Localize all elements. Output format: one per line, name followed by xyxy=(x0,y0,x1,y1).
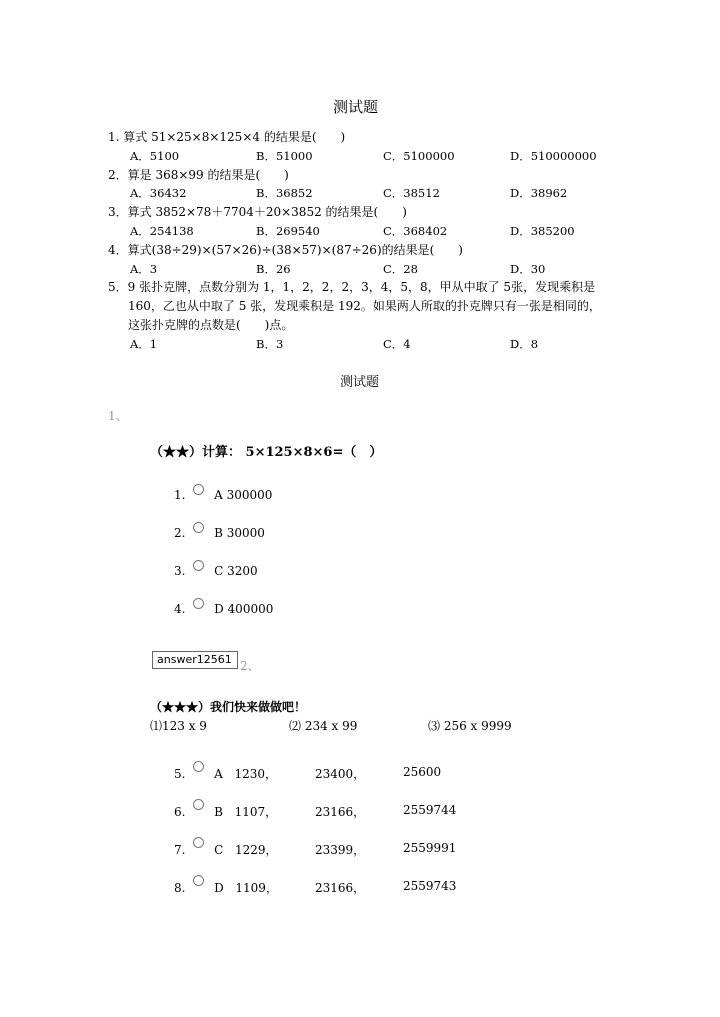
section-title: 测试题 xyxy=(340,375,380,390)
question-3: 3．算式 3852×78＋7704＋20×3852 的结果是( ) xyxy=(108,205,407,219)
choice-5-value-3: 25600 xyxy=(403,765,442,779)
q4-option-c: C．28 xyxy=(383,262,418,276)
q3-option-d: D．385200 xyxy=(510,224,575,238)
choice-row-3[interactable] xyxy=(174,564,258,578)
q5-option-c: C．4 xyxy=(383,337,411,351)
choice-number: 7. xyxy=(174,843,186,857)
q5-option-a: A．1 xyxy=(130,337,158,351)
question-1: 1. 算式 51×25×8×125×4 的结果是( ) xyxy=(108,130,346,144)
choice-row-4[interactable] xyxy=(174,602,273,616)
choice-value-1: 1230， xyxy=(234,767,277,781)
choice-row-7[interactable] xyxy=(174,841,278,858)
q3-option-a: A．254138 xyxy=(130,224,194,238)
question-stem-1: （★★）计算： 5×125×8×6=（ ） xyxy=(150,445,383,460)
choice-8-value-2: 23166， xyxy=(315,881,366,895)
choice-7-value-2: 23399， xyxy=(315,843,366,857)
answer-input[interactable]: answer12561 xyxy=(152,651,238,669)
q4-option-d: D．30 xyxy=(510,262,546,276)
question-5-line-3: 这张扑克牌的点数是( )点。 xyxy=(128,318,294,332)
q2-option-a: A．36432 xyxy=(130,186,187,200)
choice-label: C 3200 xyxy=(214,564,258,578)
q3-option-b: B．269540 xyxy=(256,224,320,238)
subpart-3: ⑶ 256 x 9999 xyxy=(428,719,512,733)
q1-option-a: A．5100 xyxy=(130,149,180,163)
choice-number: 3. xyxy=(174,564,186,578)
choice-value-1: 1109， xyxy=(235,881,278,895)
choice-number: 5. xyxy=(174,767,186,781)
radio-button[interactable] xyxy=(193,875,204,886)
question-2: 2．算是 368×99 的结果是( ) xyxy=(108,168,289,182)
choice-row-2[interactable] xyxy=(174,526,265,540)
choice-label: B 30000 xyxy=(214,526,265,540)
q2-option-d: D．38962 xyxy=(510,186,568,200)
q5-option-d: D．8 xyxy=(510,337,539,351)
question-number-1: 1、 xyxy=(108,409,128,423)
radio-button[interactable] xyxy=(193,560,204,571)
choice-letter: A xyxy=(214,767,223,781)
choice-letter: B xyxy=(214,805,223,819)
choice-label: A 300000 xyxy=(214,488,273,502)
choice-number: 8. xyxy=(174,881,186,895)
q4-option-b: B．26 xyxy=(256,262,291,276)
q2-option-b: B．36852 xyxy=(256,186,313,200)
choice-number: 1. xyxy=(174,488,186,502)
choice-row-1[interactable] xyxy=(174,488,272,502)
radio-button[interactable] xyxy=(193,598,204,609)
choice-number: 4. xyxy=(174,602,186,616)
choice-5-value-2: 23400， xyxy=(315,767,366,781)
subpart-2: ⑵ 234 x 99 xyxy=(289,719,358,733)
q1-option-b: B．51000 xyxy=(256,149,313,163)
choice-number: 6. xyxy=(174,805,186,819)
q1-option-c: C．5100000 xyxy=(383,149,455,163)
q5-option-b: B．3 xyxy=(256,337,284,351)
choice-row-6[interactable] xyxy=(174,803,277,820)
choice-value-1: 1107， xyxy=(234,805,278,819)
choice-letter: C xyxy=(214,843,224,857)
choice-6-value-3: 2559744 xyxy=(403,803,457,817)
choice-8-value-3: 2559743 xyxy=(403,879,457,893)
radio-button[interactable] xyxy=(193,799,204,810)
choice-label: D 400000 xyxy=(214,602,274,616)
radio-button[interactable] xyxy=(193,837,204,848)
question-number-2: 2、 xyxy=(240,659,260,673)
subpart-1: ⑴123 x 9 xyxy=(150,719,207,733)
q3-option-c: C．368402 xyxy=(383,224,448,238)
question-5-line-1: 5．9 张扑克牌，点数分别为 1，1，2，2，2，3，4，5，8，甲从中取了 5张，发现乘积是 xyxy=(108,280,596,294)
choice-row-5[interactable] xyxy=(174,765,277,782)
radio-button[interactable] xyxy=(193,761,204,772)
q4-option-a: A．3 xyxy=(130,262,158,276)
q2-option-c: C．38512 xyxy=(383,186,440,200)
radio-button[interactable] xyxy=(193,522,204,533)
choice-row-8[interactable] xyxy=(174,879,278,896)
page-title: 测试题 xyxy=(333,98,379,116)
choice-7-value-3: 2559991 xyxy=(403,841,457,855)
question-stem-2: （★★★）我们快来做做吧！ xyxy=(150,700,307,714)
q1-option-d: D．510000000 xyxy=(510,149,597,163)
choice-letter: D xyxy=(214,881,224,895)
radio-button[interactable] xyxy=(193,484,204,495)
question-5-line-2: 160，乙也从中取了 5 张，发现乘积是 192。如果两人所取的扑克牌只有一张是相同的， xyxy=(128,299,601,313)
choice-value-1: 1229， xyxy=(234,843,278,857)
question-4: 4．算式(38÷29)×(57×26)÷(38×57)×(87÷26)的结果是( ) xyxy=(108,243,463,257)
choice-6-value-2: 23166， xyxy=(315,805,366,819)
choice-number: 2. xyxy=(174,526,186,540)
